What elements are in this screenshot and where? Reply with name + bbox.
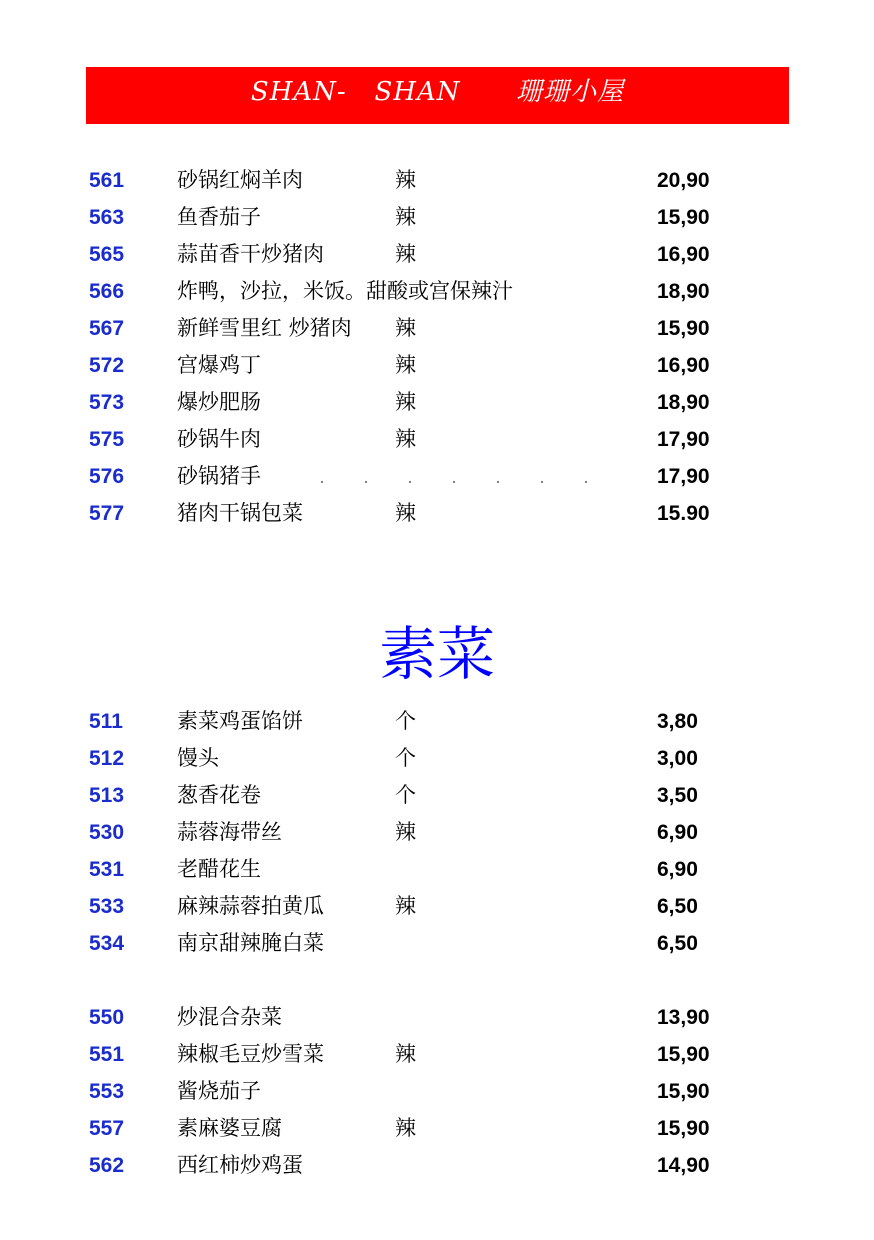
item-number: 573 xyxy=(89,391,125,414)
item-name: 爆炒肥肠 xyxy=(177,390,261,414)
menu-item xyxy=(0,199,874,236)
item-name: 素菜鸡蛋馅饼 xyxy=(177,709,303,733)
menu-item xyxy=(0,384,874,421)
item-note: 个 xyxy=(395,746,416,770)
item-note: 辣 xyxy=(395,501,416,525)
item-note: 辣 xyxy=(395,427,416,451)
item-number: 576 xyxy=(89,465,125,488)
item-note: 辣 xyxy=(395,390,416,414)
menu-item xyxy=(0,851,874,888)
item-number: 530 xyxy=(89,821,125,844)
menu-item xyxy=(0,347,874,384)
item-number: 565 xyxy=(89,243,125,266)
item-price: 6,90 xyxy=(657,858,698,881)
item-price: 20,90 xyxy=(657,169,710,192)
item-name: 鱼香茄子 xyxy=(177,205,261,229)
menu-item xyxy=(0,421,874,458)
item-name: 炸鸭，沙拉，米饭。甜酸或宫保辣汁 xyxy=(177,279,513,303)
item-price: 13,90 xyxy=(657,1006,710,1029)
item-number: 563 xyxy=(89,206,125,229)
item-name: 葱香花卷 xyxy=(177,783,261,807)
item-number: 562 xyxy=(89,1154,125,1177)
section-title-vegetarian: 素菜 xyxy=(378,620,495,688)
dotted-leader xyxy=(300,480,620,484)
menu-item xyxy=(0,925,874,962)
item-name: 新鲜雪里红 炒猪肉 xyxy=(177,316,352,340)
item-number: 572 xyxy=(89,354,125,377)
item-number: 575 xyxy=(89,428,125,451)
menu-item xyxy=(0,888,874,925)
item-note: 辣 xyxy=(395,820,416,844)
menu-item xyxy=(0,777,874,814)
item-note: 个 xyxy=(395,783,416,807)
item-price: 16,90 xyxy=(657,354,710,377)
item-number: 567 xyxy=(89,317,125,340)
menu-item xyxy=(0,1036,874,1073)
item-name: 西红柿炒鸡蛋 xyxy=(177,1153,303,1177)
menu-item xyxy=(0,1073,874,1110)
menu-item xyxy=(0,814,874,851)
item-price: 17,90 xyxy=(657,428,710,451)
item-note: 辣 xyxy=(395,1042,416,1066)
item-price: 15,90 xyxy=(657,1117,710,1140)
item-name: 宫爆鸡丁 xyxy=(177,353,261,377)
item-number: 557 xyxy=(89,1117,125,1140)
item-name: 砂锅猪手 xyxy=(177,464,261,488)
item-number: 513 xyxy=(89,784,125,807)
item-price: 18,90 xyxy=(657,280,710,303)
item-name: 炒混合杂菜 xyxy=(177,1005,282,1029)
item-name: 砂锅红焖羊肉 xyxy=(177,168,303,192)
item-price: 6,90 xyxy=(657,821,698,844)
item-price: 15,90 xyxy=(657,206,710,229)
item-number: 577 xyxy=(89,502,125,525)
menu-item xyxy=(0,740,874,777)
menu-item xyxy=(0,1147,874,1184)
item-number: 534 xyxy=(89,932,125,955)
item-note: 辣 xyxy=(395,205,416,229)
menu-item xyxy=(0,1110,874,1147)
item-price: 15,90 xyxy=(657,1080,710,1103)
item-number: 550 xyxy=(89,1006,125,1029)
item-name: 酱烧茄子 xyxy=(177,1079,261,1103)
item-name: 麻辣蒜蓉拍黄瓜 xyxy=(177,894,324,918)
menu-item xyxy=(0,236,874,273)
item-note: 辣 xyxy=(395,353,416,377)
item-note: 辣 xyxy=(395,242,416,266)
item-name: 辣椒毛豆炒雪菜 xyxy=(177,1042,324,1066)
item-price: 14,90 xyxy=(657,1154,710,1177)
item-price: 3,00 xyxy=(657,747,698,770)
item-note: 辣 xyxy=(395,1116,416,1140)
menu-item xyxy=(0,310,874,347)
menu-item xyxy=(0,273,874,310)
item-price: 6,50 xyxy=(657,932,698,955)
item-number: 551 xyxy=(89,1043,125,1066)
item-price: 3,50 xyxy=(657,784,698,807)
item-name: 蒜苗香干炒猪肉 xyxy=(177,242,324,266)
item-note: 个 xyxy=(395,709,416,733)
item-number: 511 xyxy=(89,710,123,733)
menu-item xyxy=(0,703,874,740)
item-note: 辣 xyxy=(395,316,416,340)
item-price: 15,90 xyxy=(657,317,710,340)
menu-item xyxy=(0,458,874,495)
item-price: 17,90 xyxy=(657,465,710,488)
item-note: 辣 xyxy=(395,894,416,918)
item-price: 18,90 xyxy=(657,391,710,414)
item-name: 素麻婆豆腐 xyxy=(177,1116,282,1140)
item-name: 老醋花生 xyxy=(177,857,261,881)
item-price: 6,50 xyxy=(657,895,698,918)
item-number: 553 xyxy=(89,1080,125,1103)
item-name: 蒜蓉海带丝 xyxy=(177,820,282,844)
item-price: 15,90 xyxy=(657,1043,710,1066)
item-number: 533 xyxy=(89,895,125,918)
item-price: 3,80 xyxy=(657,710,698,733)
item-name: 猪肉干锅包菜 xyxy=(177,501,303,525)
item-number: 531 xyxy=(89,858,125,881)
menu-item xyxy=(0,162,874,199)
menu-item xyxy=(0,999,874,1036)
item-number: 566 xyxy=(89,280,125,303)
item-price: 16,90 xyxy=(657,243,710,266)
menu-item xyxy=(0,495,874,532)
restaurant-title: SHAN- SHAN 珊珊小屋 xyxy=(250,76,625,107)
header-banner xyxy=(86,67,789,124)
item-price: 15.90 xyxy=(657,502,710,525)
item-number: 561 xyxy=(89,169,125,192)
item-number: 512 xyxy=(89,747,125,770)
item-note: 辣 xyxy=(395,168,416,192)
item-name: 馒头 xyxy=(177,746,219,770)
item-name: 南京甜辣腌白菜 xyxy=(177,931,324,955)
item-name: 砂锅牛肉 xyxy=(177,427,261,451)
